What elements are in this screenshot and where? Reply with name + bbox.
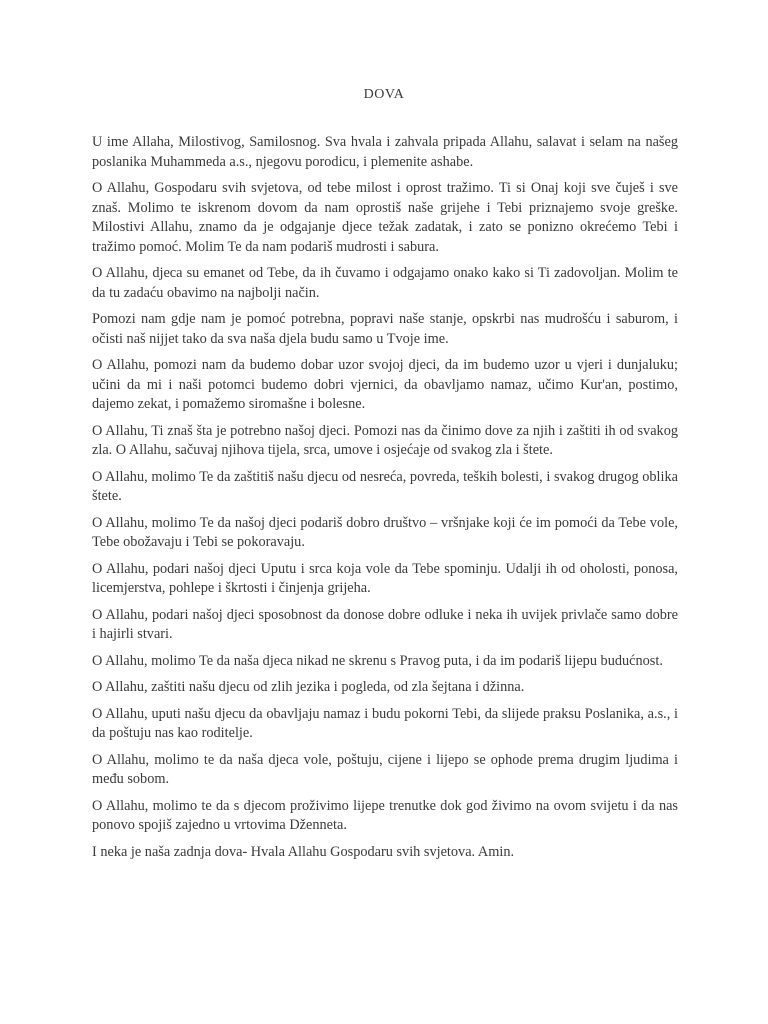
paragraph-4: Pomozi nam gdje nam je pomoć potrebna, popravi naše stanje, opskrbi nas mudrošću i saburom, i očisti naš nijjet tako da sva naša djela budu samo u Tvoje ime. <box>92 311 678 347</box>
paragraph-9: O Allahu, podari našoj djeci Uputu i srca koja vole da Tebe spominju. Udalji ih od oholosti, ponosa, licemjerstva, pohlepe i škrtosti i činjenja grijeha. <box>92 560 678 596</box>
document-body <box>92 133 678 869</box>
paragraph-5: O Allahu, pomozi nam da budemo dobar uzor svojoj djeci, da im budemo uzor u vjeri i dunjaluku; učini da mi i naši potomci budemo dobri vjernici, da obavljamo namaz, učimo Kur'an, postimo, dajemo zekat, i pomažemo siromašne i bolesne. <box>92 357 678 412</box>
paragraph-11: O Allahu, molimo Te da naša djeca nikad ne skrenu s Pravog puta, i da im podariš lijepu budućnost. <box>92 652 663 669</box>
paragraph-7: O Allahu, molimo Te da zaštitiš našu djecu od nesreća, povreda, teških bolesti, i svakog drugog oblika štete. <box>92 468 678 504</box>
document-title: DOVA <box>363 87 405 102</box>
paragraph-13: O Allahu, uputi našu djecu da obavljaju namaz i budu pokorni Tebi, da slijede praksu Poslanika, a.s., i da poštuju nas kao roditelje. <box>92 705 678 741</box>
paragraph-3: O Allahu, djeca su emanet od Tebe, da ih čuvamo i odgajamo onako kako si Ti zadovoljan. Molim te da tu zadaću obavimo na najbolji način. <box>92 265 678 301</box>
paragraph-8: O Allahu, molimo Te da našoj djeci podariš dobro društvo – vršnjake koji će im pomoći da Tebe vole, Tebe obožavaju i Tebi se pokoravaju. <box>92 514 678 550</box>
paragraph-16: I neka je naša zadnja dova- Hvala Allahu Gospodaru svih svjetova. Amin. <box>92 843 515 860</box>
paragraph-1: U ime Allaha, Milostivog, Samilosnog. Sva hvala i zahvala pripada Allahu, salavat i selam na našeg poslanika Muhammeda a.s., njegovu porodicu, i plemenite ashabe. <box>92 134 678 170</box>
paragraph-12: O Allahu, zaštiti našu djecu od zlih jezika i pogleda, od zla šejtana i džinna. <box>92 679 525 695</box>
paragraph-10: O Allahu, podari našoj djeci sposobnost da donose dobre odluke i neka ih uvijek privlače samo dobre i hajirli stvari. <box>92 606 678 642</box>
paragraph-6: O Allahu, Ti znaš šta je potrebno našoj djeci. Pomozi nas da činimo dove za njih i zaštiti ih od svakog zla. O Allahu, sačuvaj njihova tijela, srca, umove i osjećaje od svakog zla i štete. <box>92 422 678 458</box>
paragraph-14: O Allahu, molimo te da naša djeca vole, poštuju, cijene i lijepo se ophode prema drugim ljudima i među sobom. <box>92 751 678 787</box>
paragraph-2: O Allahu, Gospodaru svih svjetova, od tebe milost i oprost tražimo. Ti si Onaj koji sve čuješ i sve znaš. Molimo te iskrenom dovom da nam oprostiš naše grijehe i Tebi priznajemo svoje greške. Milostivi Allahu, znamo da je odgajanje djece težak zadatak, i zato se ponizno okrećemo Tebi i tražimo pomoć. Molim Te da nam podariš mudrosti i sabura. <box>92 180 678 255</box>
paragraph-15: O Allahu, molimo te da s djecom proživimo lijepe trenutke dok god živimo na ovom svijetu i da nas ponovo spojiš zajedno u vrtovima Dženneta. <box>92 797 678 833</box>
